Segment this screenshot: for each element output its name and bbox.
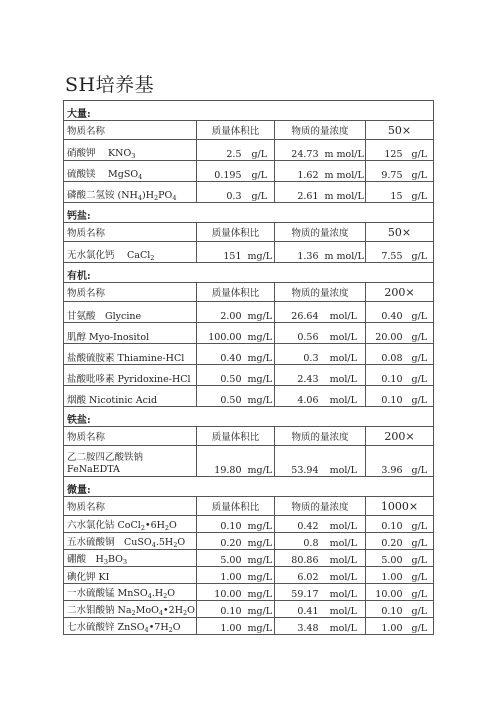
- compound-name-cell: [64, 516, 197, 533]
- table-row: [64, 584, 434, 601]
- mass-value: 0.50: [197, 365, 245, 386]
- header-molar-conc: 物质的量浓度: [275, 121, 366, 140]
- compound-name: 硝酸钾 $KNO_3$: [67, 148, 136, 160]
- molar-unit: mol/L: [322, 550, 366, 567]
- mass-value: 151: [197, 242, 245, 263]
- compound-name: 无水氯化钙 CaCl$_2$: [67, 250, 155, 262]
- compound-name: 碘化钾 KI: [67, 572, 110, 583]
- molar-unit: m mol/L: [322, 182, 366, 203]
- header-name: 物质名称: [64, 283, 197, 302]
- molar-value: 3.48: [275, 618, 322, 635]
- stock-unit: g/L: [406, 516, 434, 533]
- stock-unit: g/L: [406, 161, 434, 182]
- mass-unit: mg/L: [245, 516, 275, 533]
- section-label-row: [64, 203, 434, 223]
- mass-unit: mg/L: [245, 386, 275, 407]
- mass-unit: mg/L: [245, 365, 275, 386]
- mass-value: 0.40: [197, 344, 245, 365]
- molar-value: 0.8: [275, 533, 322, 550]
- table-row: [64, 365, 434, 386]
- compound-name-cell: [64, 242, 197, 263]
- compound-name-cell: [64, 567, 197, 584]
- section-label-row: [64, 477, 434, 497]
- molar-unit: mol/L: [322, 533, 366, 550]
- mass-unit: g/L: [245, 182, 275, 203]
- compound-name: 二水钼酸钠 $Na_2MoO_4•2H_2O$: [67, 605, 195, 617]
- compound-name: 甘氨酸 Glycine: [67, 311, 142, 322]
- compound-name-cell: [64, 601, 197, 618]
- stock-value: 0.10: [366, 386, 406, 407]
- molar-value: 53.94: [275, 446, 322, 477]
- header-molar-conc: 物质的量浓度: [275, 283, 366, 302]
- header-mass-ratio: 质量体积比: [197, 427, 275, 446]
- section-header-row: [64, 121, 434, 140]
- stock-value: 0.10: [366, 365, 406, 386]
- section-label: 大量:: [64, 101, 434, 121]
- table-row: [64, 446, 434, 477]
- molar-value: 0.42: [275, 516, 322, 533]
- molar-unit: mol/L: [322, 365, 366, 386]
- stock-unit: g/L: [406, 302, 434, 323]
- molar-value: 2.61: [275, 182, 322, 203]
- molar-unit: m mol/L: [322, 242, 366, 263]
- mass-value: 0.10: [197, 516, 245, 533]
- molar-value: 59.17: [275, 584, 322, 601]
- molar-value: 24.73: [275, 140, 322, 161]
- molar-value: 1.36: [275, 242, 322, 263]
- table-row: [64, 533, 434, 550]
- stock-unit: g/L: [406, 533, 434, 550]
- section-label-row: [64, 263, 434, 283]
- mass-value: 0.195: [197, 161, 245, 182]
- compound-name-cell: [64, 550, 197, 567]
- stock-unit: g/L: [406, 567, 434, 584]
- section-label-row: [64, 407, 434, 427]
- compound-name-cell: [64, 182, 197, 203]
- stock-unit: g/L: [406, 365, 434, 386]
- compound-name-cell: [64, 618, 197, 635]
- molar-unit: mol/L: [322, 386, 366, 407]
- header-name: 物质名称: [64, 427, 197, 446]
- compound-name: 肌醇 Myo-Inositol: [67, 332, 150, 343]
- header-mass-ratio: 质量体积比: [197, 283, 275, 302]
- mass-unit: mg/L: [245, 584, 275, 601]
- stock-value: 1.00: [366, 618, 406, 635]
- stock-value: 0.10: [366, 601, 406, 618]
- stock-unit: g/L: [406, 344, 434, 365]
- compound-name: 一水硫酸锰 $MnSO_4.H_2O$: [67, 588, 176, 600]
- medium-table-body: [64, 101, 434, 635]
- molar-unit: mol/L: [322, 567, 366, 584]
- mass-unit: mg/L: [245, 302, 275, 323]
- stock-value: 0.20: [366, 533, 406, 550]
- compound-name: 乙二胺四乙酸铁钠: [67, 452, 144, 463]
- header-name: 物质名称: [64, 223, 197, 242]
- table-row: [64, 344, 434, 365]
- medium-table: [63, 100, 434, 635]
- table-row: [64, 323, 434, 344]
- mass-unit: mg/L: [245, 344, 275, 365]
- table-row: [64, 386, 434, 407]
- stock-unit: g/L: [406, 550, 434, 567]
- stock-value: 1.00: [366, 567, 406, 584]
- compound-name-cell: [64, 365, 197, 386]
- molar-value: 0.56: [275, 323, 322, 344]
- stock-unit: g/L: [406, 601, 434, 618]
- section-header-row: [64, 427, 434, 446]
- molar-unit: mol/L: [322, 601, 366, 618]
- compound-name-latin: FeNaEDTA: [67, 464, 120, 475]
- compound-name: 七水硫酸锌 $ZnSO_4•7H_2O$: [67, 622, 181, 634]
- compound-name-cell: [64, 302, 197, 323]
- stock-value: 9.75: [366, 161, 406, 182]
- mass-value: 1.00: [197, 618, 245, 635]
- header-mass-ratio: 质量体积比: [197, 121, 275, 140]
- mass-value: 1.00: [197, 567, 245, 584]
- molar-value: 0.41: [275, 601, 322, 618]
- stock-value: 5.00: [366, 550, 406, 567]
- mass-value: 10.00: [197, 584, 245, 601]
- mass-value: 0.3: [197, 182, 245, 203]
- stock-value: 0.08: [366, 344, 406, 365]
- header-molar-conc: 物质的量浓度: [275, 427, 366, 446]
- compound-name: 硫酸镁 MgSO$_4$: [67, 169, 143, 181]
- compound-name: 烟酸 Nicotinic Acid: [67, 395, 158, 406]
- table-row: [64, 618, 434, 635]
- section-header-row: [64, 497, 434, 516]
- mass-value: 0.10: [197, 601, 245, 618]
- molar-value: 4.06: [275, 386, 322, 407]
- header-stock-multiplier: 200×: [366, 283, 434, 302]
- header-name: 物质名称: [64, 497, 197, 516]
- table-row: [64, 516, 434, 533]
- compound-name-cell: [64, 140, 197, 161]
- mass-value: 5.00: [197, 550, 245, 567]
- section-label: 钙盐:: [64, 203, 434, 223]
- molar-unit: m mol/L: [322, 140, 366, 161]
- compound-name: 硼酸 $H_3BO_3$: [67, 554, 128, 566]
- compound-name: 盐酸吡哆素 Pyridoxine-HCl: [67, 374, 191, 385]
- mass-unit: mg/L: [245, 446, 275, 477]
- stock-unit: g/L: [406, 323, 434, 344]
- document-title: SH培养基: [65, 74, 155, 96]
- stock-unit: g/L: [406, 618, 434, 635]
- medium-table-container: [63, 100, 433, 635]
- stock-value: 10.00: [366, 584, 406, 601]
- section-label: 铁盐:: [64, 407, 434, 427]
- compound-name-cell: [64, 533, 197, 550]
- table-row: [64, 601, 434, 618]
- header-name: 物质名称: [64, 121, 197, 140]
- mass-value: 2.5: [197, 140, 245, 161]
- compound-name-cell: [64, 584, 197, 601]
- molar-unit: mol/L: [322, 446, 366, 477]
- table-row: [64, 567, 434, 584]
- table-row: [64, 302, 434, 323]
- compound-name-cell: [64, 446, 197, 477]
- stock-value: 3.96: [366, 446, 406, 477]
- molar-unit: m mol/L: [322, 161, 366, 182]
- section-header-row: [64, 283, 434, 302]
- compound-name-cell: [64, 344, 197, 365]
- stock-value: 20.00: [366, 323, 406, 344]
- header-molar-conc: 物质的量浓度: [275, 497, 366, 516]
- header-stock-multiplier: 50×: [366, 121, 434, 140]
- section-label: 微量:: [64, 477, 434, 497]
- compound-name: 磷酸二氢铵 $(NH_4)H_2PO_4$: [67, 190, 177, 202]
- mass-value: 0.20: [197, 533, 245, 550]
- molar-unit: mol/L: [322, 323, 366, 344]
- mass-unit: mg/L: [245, 601, 275, 618]
- header-mass-ratio: 质量体积比: [197, 223, 275, 242]
- mass-value: 19.80: [197, 446, 245, 477]
- mass-value: 0.50: [197, 386, 245, 407]
- section-label: 有机:: [64, 263, 434, 283]
- compound-name-cell: [64, 161, 197, 182]
- mass-unit: g/L: [245, 161, 275, 182]
- mass-unit: mg/L: [245, 550, 275, 567]
- stock-unit: g/L: [406, 446, 434, 477]
- mass-unit: mg/L: [245, 323, 275, 344]
- mass-unit: mg/L: [245, 618, 275, 635]
- table-row: [64, 161, 434, 182]
- molar-unit: mol/L: [322, 618, 366, 635]
- molar-unit: mol/L: [322, 344, 366, 365]
- stock-unit: g/L: [406, 386, 434, 407]
- header-stock-multiplier: 200×: [366, 427, 434, 446]
- molar-value: 26.64: [275, 302, 322, 323]
- molar-value: 2.43: [275, 365, 322, 386]
- molar-value: 6.02: [275, 567, 322, 584]
- header-molar-conc: 物质的量浓度: [275, 223, 366, 242]
- molar-value: 80.86: [275, 550, 322, 567]
- mass-unit: mg/L: [245, 533, 275, 550]
- mass-unit: mg/L: [245, 242, 275, 263]
- section-header-row: [64, 223, 434, 242]
- mass-value: 100.00: [197, 323, 245, 344]
- stock-unit: g/L: [406, 584, 434, 601]
- molar-unit: mol/L: [322, 302, 366, 323]
- stock-unit: g/L: [406, 182, 434, 203]
- compound-name-cell: [64, 323, 197, 344]
- table-row: [64, 242, 434, 263]
- stock-value: 0.10: [366, 516, 406, 533]
- molar-value: 1.62: [275, 161, 322, 182]
- stock-value: 0.40: [366, 302, 406, 323]
- table-row: [64, 182, 434, 203]
- table-row: [64, 140, 434, 161]
- table-row: [64, 550, 434, 567]
- mass-unit: mg/L: [245, 567, 275, 584]
- compound-name: 五水硫酸铜 $CuSO_4.5H_2O$: [67, 537, 186, 549]
- section-label-row: [64, 101, 434, 121]
- stock-value: 15: [366, 182, 406, 203]
- stock-value: 7.55: [366, 242, 406, 263]
- stock-value: 125: [366, 140, 406, 161]
- mass-value: 2.00: [197, 302, 245, 323]
- mass-unit: g/L: [245, 140, 275, 161]
- molar-unit: mol/L: [322, 584, 366, 601]
- compound-name-cell: [64, 386, 197, 407]
- header-stock-multiplier: 1000×: [366, 497, 434, 516]
- header-stock-multiplier: 50×: [366, 223, 434, 242]
- compound-name: 六水氯化钴 $CoCl_2•6H_2O$: [67, 520, 177, 532]
- molar-value: 0.3: [275, 344, 322, 365]
- stock-unit: g/L: [406, 242, 434, 263]
- stock-unit: g/L: [406, 140, 434, 161]
- header-mass-ratio: 质量体积比: [197, 497, 275, 516]
- molar-unit: mol/L: [322, 516, 366, 533]
- compound-name: 盐酸硫胺素 Thiamine-HCl: [67, 353, 185, 364]
